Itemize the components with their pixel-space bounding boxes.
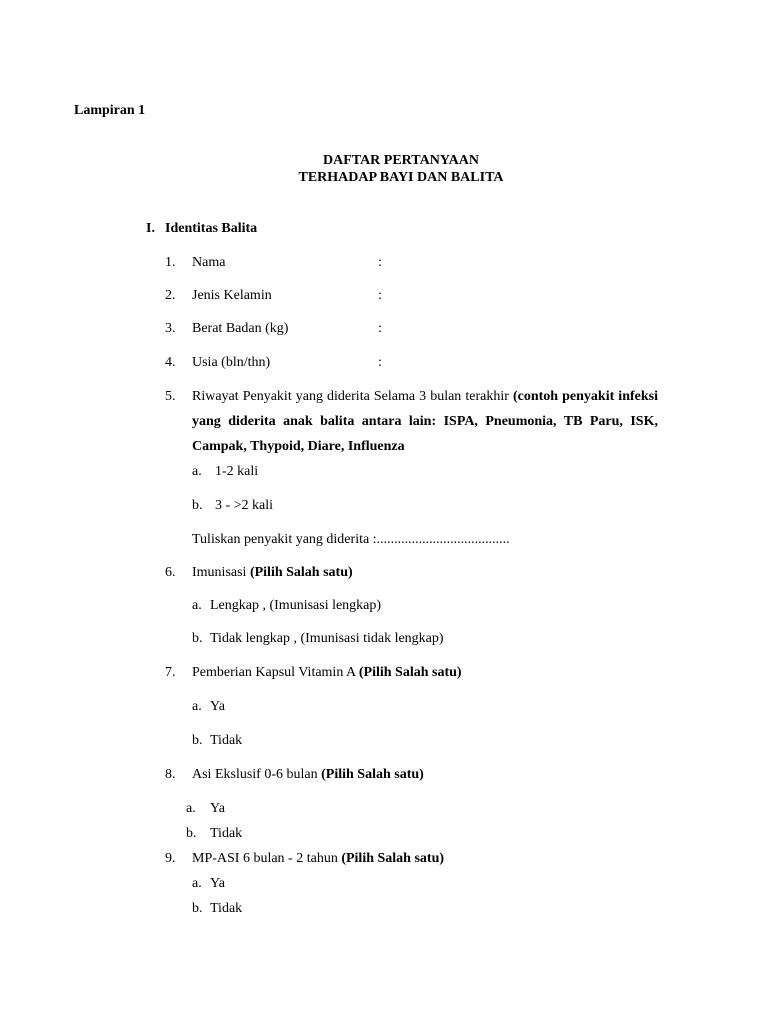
question-5-examples: (contoh penyakit infeksi yang diderita anak balita antara lain: ISPA, Pneumonia, TB Paru, ISK, Campak, Thypoid, Diare, Influenza xyxy=(192,389,658,454)
section-number: I. xyxy=(146,221,155,236)
question-8-text xyxy=(192,766,424,784)
field-label-usia: Usia (bln/thn) xyxy=(192,355,271,370)
question-number: 5. xyxy=(165,389,176,404)
option-text: Tidak xyxy=(210,826,243,841)
field-colon: : xyxy=(378,321,382,336)
question-number: 7. xyxy=(165,665,176,680)
option-text: 3 - >2 kali xyxy=(215,498,274,513)
question-instruction: (Pilih Salah satu) xyxy=(341,851,445,866)
question-label: Pemberian Kapsul Vitamin A xyxy=(192,665,359,680)
option-text: Tidak xyxy=(210,733,243,748)
option-letter: a. xyxy=(192,699,202,714)
field-label-berat-badan: Berat Badan (kg) xyxy=(192,321,289,336)
question-7-text xyxy=(192,664,462,682)
option-letter: b. xyxy=(192,901,203,916)
question-instruction: (Pilih Salah satu) xyxy=(321,767,424,782)
option-text: Tidak xyxy=(210,901,243,916)
question-5-label: Riwayat Penyakit yang diderita Selama 3 bulan terakhir xyxy=(192,389,513,404)
field-colon: : xyxy=(378,288,382,303)
option-text: Tidak lengkap , (Imunisasi tidak lengkap) xyxy=(210,631,444,646)
section-title: Identitas Balita xyxy=(165,221,258,236)
question-number: 6. xyxy=(165,565,176,580)
field-number: 3. xyxy=(165,321,176,336)
field-number: 1. xyxy=(165,255,176,270)
option-letter: b. xyxy=(192,733,203,748)
option-text: Ya xyxy=(210,876,225,891)
question-instruction: (Pilih Salah satu) xyxy=(249,565,353,580)
question-number: 9. xyxy=(165,851,176,866)
field-colon: : xyxy=(378,255,382,270)
question-label: Imunisasi xyxy=(192,565,250,580)
question-label: Asi Ekslusif 0-6 bulan xyxy=(192,767,322,782)
lampiran-label: Lampiran 1 xyxy=(74,103,146,118)
write-disease-line: Tuliskan penyakit yang diderita :...................................... xyxy=(192,532,510,547)
option-letter: b. xyxy=(192,631,203,646)
option-text: Ya xyxy=(210,801,225,816)
title-line-2: TERHADAP BAYI DAN BALITA xyxy=(298,170,504,185)
question-label: MP-ASI 6 bulan - 2 tahun xyxy=(192,851,342,866)
option-text: Ya xyxy=(210,699,225,714)
option-letter: b. xyxy=(186,826,197,841)
question-6-text xyxy=(192,564,353,582)
option-letter: a. xyxy=(192,876,202,891)
question-5-text xyxy=(192,384,658,459)
field-number: 4. xyxy=(165,355,176,370)
field-label-jenis-kelamin: Jenis Kelamin xyxy=(192,288,272,303)
field-colon: : xyxy=(378,355,382,370)
question-instruction: (Pilih Salah satu) xyxy=(358,665,462,680)
option-letter: a. xyxy=(192,598,202,613)
option-text: 1-2 kali xyxy=(215,464,259,479)
field-number: 2. xyxy=(165,288,176,303)
option-letter: a. xyxy=(192,464,202,479)
question-9-text xyxy=(192,850,444,868)
field-label-nama: Nama xyxy=(192,255,226,270)
option-text: Lengkap , (Imunisasi lengkap) xyxy=(210,598,382,613)
option-letter: b. xyxy=(192,498,203,513)
option-letter: a. xyxy=(186,801,196,816)
question-number: 8. xyxy=(165,767,176,782)
title-line-1: DAFTAR PERTANYAAN xyxy=(323,153,479,168)
